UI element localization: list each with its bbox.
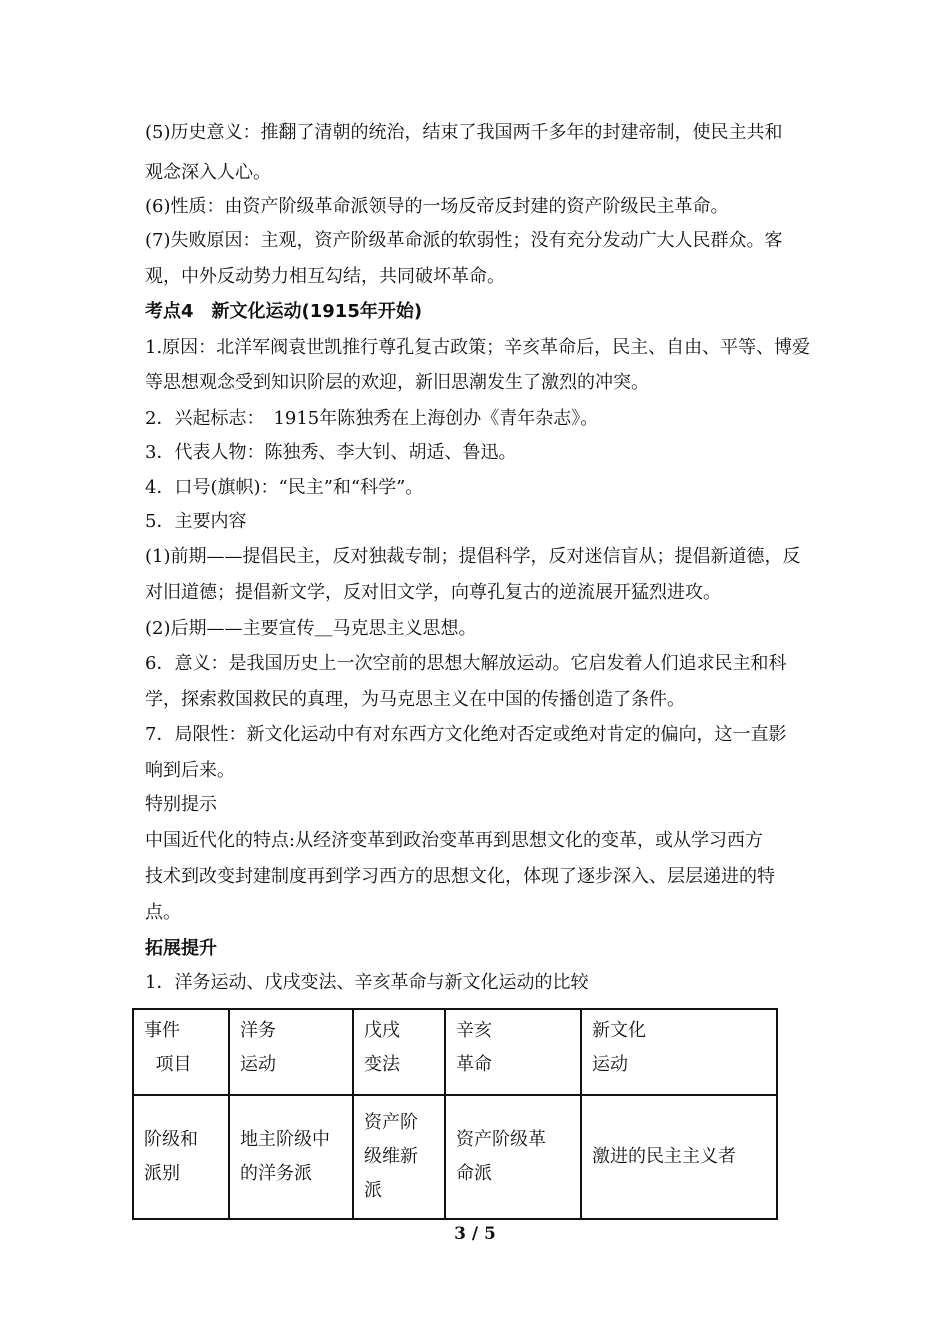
table-cell: 资产阶级革 命派 — [445, 1095, 581, 1219]
text-line: (2)后期——主要宣传＿马克思主义思想。 — [145, 618, 477, 639]
table-header-row — [133, 1009, 777, 1095]
text-line: (6)性质：由资产阶级革命派领导的一场反帝反封建的资产阶级民主革命。 — [145, 196, 729, 217]
section-heading: 拓展提升 — [145, 938, 217, 959]
section-heading: 考点4 新文化运动(1915年开始) — [145, 301, 423, 322]
table-cell: 地主阶级中 的洋务派 — [229, 1095, 353, 1219]
text-line: 中国近代化的特点:从经济变革到政治变革再到思想文化的变革，或从学习西方 — [145, 830, 764, 851]
text-line: 点。 — [145, 902, 181, 923]
table-cell: 资产阶 级维新 派 — [353, 1095, 445, 1219]
text-line: (5)历史意义：推翻了清朝的统治，结束了我国两千多年的封建帝制，使民主共和 — [145, 122, 783, 143]
text-line: 1.原因：北洋军阀袁世凯推行尊孔复古政策；辛亥革命后，民主、自由、平等、博爱 — [145, 337, 811, 358]
text-line: 对旧道德；提倡新文学，反对旧文学，向尊孔复古的逆流展开猛烈进攻。 — [145, 582, 721, 603]
text-line: 4．口号(旗帜)：“民主”和“科学”。 — [145, 477, 424, 498]
text-line: (7)失败原因：主观，资产阶级革命派的软弱性；没有充分发动广大人民群众。客 — [145, 230, 783, 251]
header-cell-new-culture: 新文化 运动 — [581, 1009, 777, 1095]
table-cell: 阶级和 派别 — [133, 1095, 229, 1219]
comparison-table — [132, 1008, 778, 1220]
header-cell-revolution: 辛亥 革命 — [445, 1009, 581, 1095]
text-line: 3．代表人物：陈独秀、李大钊、胡适、鲁迅。 — [145, 442, 517, 463]
text-line: 观念深入人心。 — [145, 162, 271, 183]
text-line: 等思想观念受到知识阶层的欢迎，新旧思潮发生了激烈的冲突。 — [145, 372, 649, 393]
table-row — [133, 1095, 777, 1219]
table-cell: 激进的民主主义者 — [581, 1095, 777, 1219]
text-line: 5．主要内容 — [145, 511, 247, 532]
header-cell-item: 事件 项目 — [133, 1009, 229, 1095]
text-line: 学，探索救国救民的真理，为马克思主义在中国的传播创造了条件。 — [145, 689, 685, 710]
text-line: 观，中外反动势力相互勾结，共同破坏革命。 — [145, 266, 505, 287]
text-line: 2．兴起标志： 1915年陈独秀在上海创办《青年杂志》。 — [145, 408, 599, 429]
text-line: (1)前期——提倡民主，反对独裁专制；提倡科学，反对迷信盲从；提倡新道德，反 — [145, 546, 801, 567]
text-line: 1．洋务运动、戊戌变法、辛亥革命与新文化运动的比较 — [145, 972, 589, 993]
page-number: 3 / 5 — [454, 1224, 496, 1244]
text-line: 特别提示 — [145, 794, 217, 815]
text-line: 响到后来。 — [145, 760, 235, 781]
text-line: 7．局限性：新文化运动中有对东西方文化绝对否定或绝对肯定的偏向，这一直影 — [145, 724, 787, 745]
text-line: 技术到改变封建制度再到学习西方的思想文化，体现了逐步深入、层层递进的特 — [145, 866, 775, 887]
header-cell-westernization: 洋务 运动 — [229, 1009, 353, 1095]
header-cell-reform: 戊戌 变法 — [353, 1009, 445, 1095]
text-line: 6．意义：是我国历史上一次空前的思想大解放运动。它启发着人们追求民主和科 — [145, 653, 787, 674]
